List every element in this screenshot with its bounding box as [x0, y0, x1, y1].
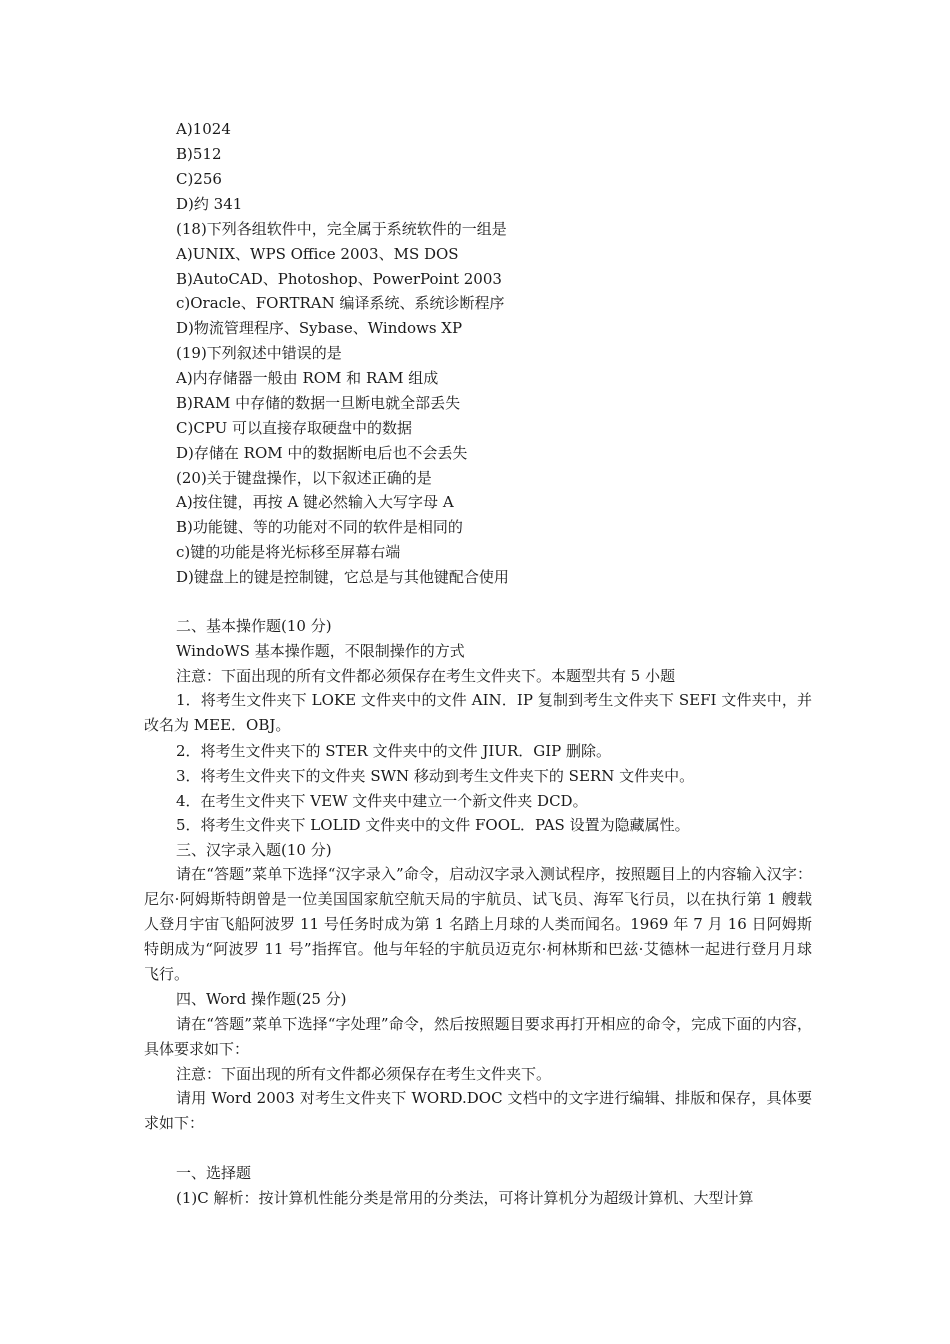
option-line: c)Oracle、FORTRAN 编译系统、系统诊断程序 [176, 294, 505, 312]
option-line: B)512 [176, 145, 222, 163]
option-line: B)AutoCAD、Photoshop、PowerPoint 2003 [176, 270, 502, 288]
option-line: C)256 [176, 170, 222, 188]
option-line: D)存储在 ROM 中的数据断电后也不会丢失 [176, 444, 468, 462]
answer-line: (1)C 解析：按计算机性能分类是常用的分类法，可将计算机分为超级计算机、大型计算 [176, 1189, 754, 1207]
option-line: A)按住键，再按 A 键必然输入大写字母 A [176, 493, 454, 511]
question-line: (18)下列各组软件中，完全属于系统软件的一组是 [176, 220, 507, 238]
option-line: B)功能键、等的功能对不同的软件是相同的 [176, 518, 463, 536]
section-heading: 三、汉字录入题(10 分) [176, 841, 332, 859]
section-body: 请用 Word 2003 对考生文件夹下 WORD.DOC 文档中的文字进行编辑、排版和保存，具体要求如下： [144, 1089, 812, 1132]
section-body: 请在“答题”菜单下选择“汉字录入”命令，启动汉字录入测试程序，按照题目上的内容输入汉字：尼尔·阿姆斯特朗曾是一位美国国家航空航天局的宇航员、试飞员、海军飞行员，以在执行第 1 艘载人登月宇宙飞船阿波罗 11 号任务时成为第 1 名踏上月球的人类而闻名。1969 年 7 月 16 日阿姆斯特朗成为“阿波罗 11 号”指挥官。他与年轻的宇航员迈克尔·柯林斯和巴兹·艾德林一起进行登月月球飞行。 [144, 865, 812, 983]
section-note: 注意：下面出现的所有文件都必须保存在考生文件夹下。本题型共有 5 小题 [176, 667, 676, 685]
task-item: 3．将考生文件夹下的文件夹 SWN 移动到考生文件夹下的 SERN 文件夹中。 [176, 767, 695, 785]
section-heading: 一、选择题 [176, 1164, 252, 1182]
option-line: D)键盘上的键是控制键，它总是与其他键配合使用 [176, 568, 509, 586]
section-subtitle: WindoWS 基本操作题，不限制操作的方式 [176, 642, 465, 660]
option-line: A)内存储器一般由 ROM 和 RAM 组成 [176, 369, 439, 387]
option-line: A)1024 [176, 120, 231, 138]
task-item: 4．在考生文件夹下 VEW 文件夹中建立一个新文件夹 DCD。 [176, 792, 588, 810]
option-line: D)约 341 [176, 195, 243, 213]
question-line: (19)下列叙述中错误的是 [176, 344, 342, 362]
option-line: C)CPU 可以直接存取硬盘中的数据 [176, 419, 413, 437]
section-heading: 二、基本操作题(10 分) [176, 617, 332, 635]
section-note: 注意：下面出现的所有文件都必须保存在考生文件夹下。 [176, 1065, 552, 1083]
section-body: 请在“答题”菜单下选择“字处理”命令，然后按照题目要求再打开相应的命令，完成下面的内容，具体要求如下： [144, 1015, 812, 1058]
task-item: 1．将考生文件夹下 LOKE 文件夹中的文件 AIN．IP 复制到考生文件夹下 SEFI 文件夹中，并改名为 MEE．OBJ。 [144, 691, 812, 734]
task-item: 2．将考生文件夹下的 STER 文件夹中的文件 JIUR．GIP 删除。 [176, 742, 612, 760]
option-line: B)RAM 中存储的数据一旦断电就全部丢失 [176, 394, 461, 412]
option-line: A)UNIX、WPS Office 2003、MS DOS [176, 245, 459, 263]
section-heading: 四、Word 操作题(25 分) [176, 990, 347, 1008]
option-line: D)物流管理程序、Sybase、Windows XP [176, 319, 463, 337]
task-item: 5．将考生文件夹下 LOLID 文件夹中的文件 FOOL．PAS 设置为隐藏属性。 [176, 816, 690, 834]
question-line: (20)关于键盘操作，以下叙述正确的是 [176, 469, 432, 487]
option-line: c)键的功能是将光标移至屏幕右端 [176, 543, 401, 561]
